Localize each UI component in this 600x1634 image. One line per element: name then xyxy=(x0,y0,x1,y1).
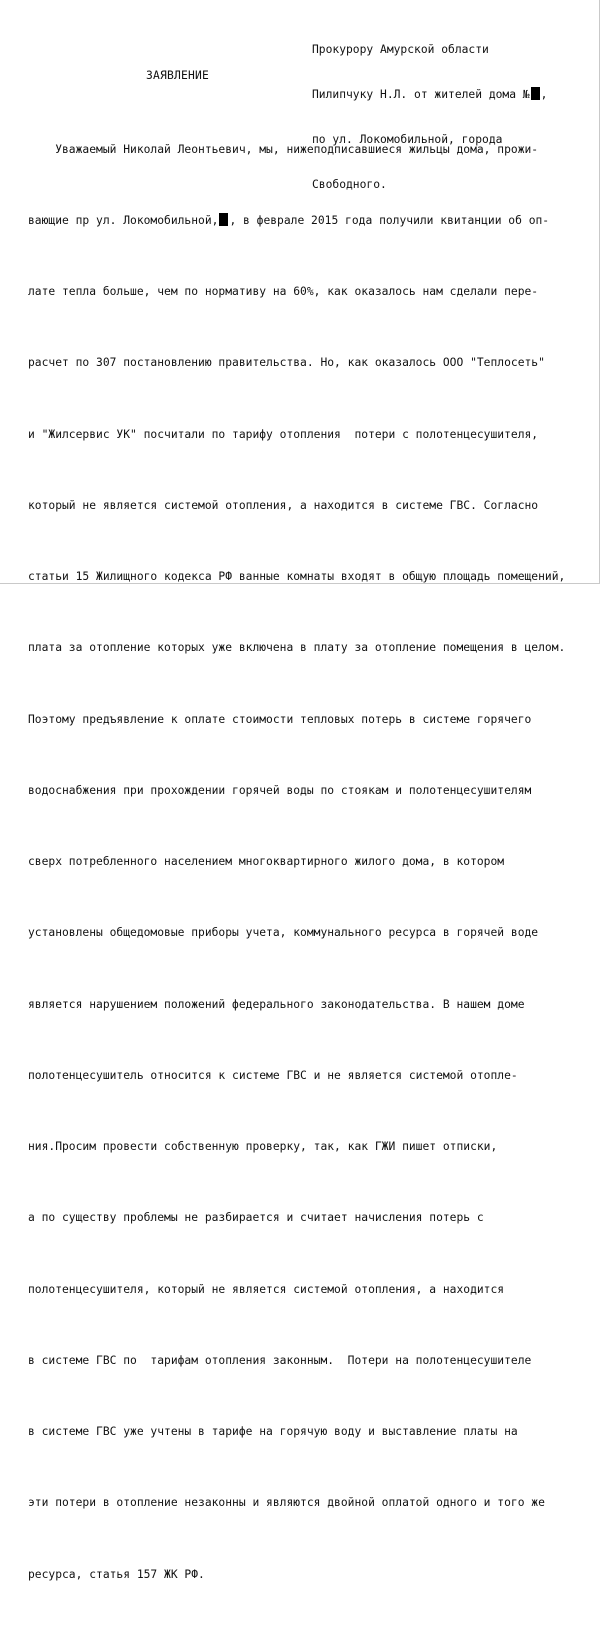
body-line: полотенцесушитель относится к системе ГВС и не является системой отопле- xyxy=(28,1068,518,1082)
body-line: ния.Просим провести собственную проверку, так, как ГЖИ пишет отписки, xyxy=(28,1140,498,1153)
addressee-line xyxy=(312,42,598,57)
body-line: в системе ГВС уже учтены в тарифе на горячую воду и выставление платы на xyxy=(28,1425,518,1438)
addressee-recipient: Прокурору Амурской области xyxy=(312,43,489,56)
body-line: Уважаемый Николай Леонтьевич, мы, нижеподписавшиеся жильцы дома, прожи- xyxy=(28,142,539,156)
body-line: сверх потребленного населением многоквартирного жилого дома, в котором xyxy=(28,855,505,868)
body-line-part: вающие пр ул. Локомобильной, xyxy=(28,213,219,227)
body-line: лате тепла больше, чем по нормативу на 60%, как оказалось нам сделали пере- xyxy=(28,285,539,298)
body-line: ресурса, статья 157 ЖК РФ. xyxy=(28,1567,205,1581)
body-line-part: , в феврале 2015 года получили квитанции об оп- xyxy=(229,213,550,227)
body-line: в системе ГВС по тарифам отопления законным. Потери на полотенцесушителе xyxy=(28,1353,532,1367)
addressee-street: по ул. Локомобильной, города xyxy=(312,133,503,146)
body-line: полотенцесушителя, который не является системой отопления, а находится xyxy=(28,1282,505,1296)
body-line: статьи 15 Жилищного кодекса РФ ванные комнаты входят в общую площадь помещений, xyxy=(28,570,566,583)
body-line xyxy=(28,209,594,233)
body-line: плата за отопление которых уже включена в плату за отопление помещения в целом. xyxy=(28,641,566,655)
body-line: водоснабжения при прохождении горячей воды по стоякам и полотенцесушителям xyxy=(28,783,532,797)
body-line: является нарушением положений федерального законодательства. В нашем доме xyxy=(28,997,525,1011)
body-line: эти потери в отопление незаконны и являются двойной оплатой одного и того же xyxy=(28,1496,545,1510)
redaction-mark xyxy=(219,213,228,226)
body-line: установлены общедомовые приборы учета, коммунального ресурса в горячей воде xyxy=(28,926,539,940)
document-title: ЗАЯВЛЕНИЕ xyxy=(146,69,210,82)
body-line: который не является системой отопления, а находится в системе ГВС. Согласно xyxy=(28,498,539,512)
statement-body xyxy=(28,90,594,1634)
body-line: расчет по 307 постановлению правительства. Но, как оказалось ООО "Теплосеть" xyxy=(28,356,545,370)
addressee-comma: , xyxy=(540,88,548,101)
body-line: а по существу проблемы не разбирается и считает начисления потерь с xyxy=(28,1211,484,1225)
addressee-city: Свободного. xyxy=(312,178,387,191)
addressee-name: Пилипчуку Н.Л. от жителей дома № xyxy=(312,88,530,101)
body-line: и "Жилсервис УК" посчитали по тарифу отопления потери с полотенцесушителя, xyxy=(28,427,539,441)
body-line: Поэтому предъявление к оплате стоимости тепловых потерь в системе горячего xyxy=(28,712,532,726)
